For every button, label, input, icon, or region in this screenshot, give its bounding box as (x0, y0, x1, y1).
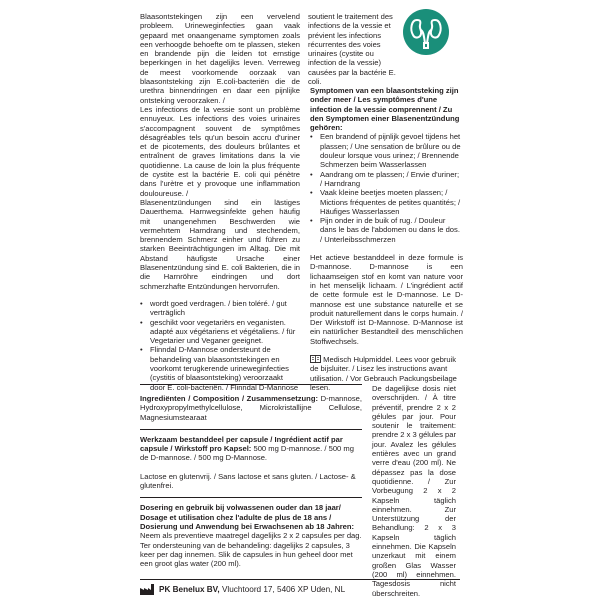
benefit-continuation: soutient le traitement des infections de la vessie et prévient les infections récurrentes des voies urinaires (cystite ou infection de la vessie) causées par la bactérie E. coli. (308, 12, 396, 87)
symptoms-heading: Symptomen van een blaasontsteking zijn onder meer / Les symptômes d'une infection de la vessie comprennent / Zu den Symptomen einer Blasenentzündung gehören: (310, 86, 460, 133)
column-left (140, 12, 300, 392)
benefit-item: • Flinndal D-Mannose ondersteunt de behandeling van blaasontstekingen en voorkomt terugkerende urineweginfecties (cystitis of blaasontsteking) veroorzaakt door E. coli-bacteriën. / Flinndal D-Mannose (140, 345, 300, 391)
active-ingredient-text: Het actieve bestanddeel in deze formule is D-mannose. D-mannose is een lichaamseigen stof en komt van nature voor in het menselijk lichaam. / L'ingrédient actif de cette formule est le D-mannose. Le D-mannose est une substance naturelle et se produit naturellement dans le corps humain. / Der Wirkstoff ist D-Mannose. D-Mannose ist ein natürlicher Bestandteil des menschlichen Stoffwechsels. (310, 253, 463, 346)
divider (140, 429, 362, 430)
column-right (310, 86, 463, 392)
symptom-item: • Een brandend of pijnlijk gevoel tijdens het plassen; / Une sensation de brûlure ou de douleur lorsque vous urinez; / Brennende Schmerzen beim Wasserlassen (310, 132, 463, 169)
lactose-gluten-free: Lactose en glutenvrij. / Sans lactose et sans gluten. / Lactose- & glutenfrei. (140, 471, 356, 491)
ingredients-block (140, 394, 362, 422)
dosage-text: Neem als preventieve maatregel dagelijks 2 x 2 capsules per dag. Ter ondersteuning van de behandeling: dagelijks 2 capsules, 3 keer per dag innemen. Slik de capsules in hun geheel door met een groot glas water (200 ml). (140, 531, 362, 569)
company-name: PK Benelux BV, (159, 585, 220, 594)
benefits-list (140, 299, 300, 392)
dosage-continued-section (372, 384, 456, 598)
composition-section (140, 384, 362, 581)
intro-dutch: Blaasontstekingen zijn een vervelend probleem. Urineweginfecties gaan vaak gepaard met onaangename symptomen zoals een verhoogde behoefte om te plassen, steken en brandende pijn die leiden tot ernstige beperkingen in het dagelijks leven. Verreweg de meest voorkomende oorzaak van blaasontsteking zijn E.coli-bacteriën die de urethra binnendringen en daar een pijnlijke ontsteking veroorzaken. / (140, 12, 300, 105)
symptom-item: • Pijn onder in de buik of rug. / Douleur dans le bas de l'abdomen ou dans le dos. / Unterleibsschmerzen (310, 216, 463, 244)
footer (140, 579, 460, 600)
active-per-capsule-text: 500 mg D-mannose. / 500 mg de D-mannose. / 500 mg D-Mannose. (140, 444, 354, 463)
intro-german: Blasenentzündungen sind ein lästiges Dauerthema. Harnwegsinfekte gehen häufig mit unangenehmen Beschwerden wie vermehrtem Harndrang und stechendem, brennendem Schmerz einher und führen zu starken Beeinträchtigungen im Alltag. Die mit Abstand häufigste Ursache einer Blasenentzündung sind E. coli Bakterien, die in die Harnröhre eindringen und dort schmerzhafte Entzündungen hervorrufen. (140, 197, 300, 291)
active-per-capsule-label: Werkzaam bestanddeel per capsule / Ingrédient actif par capsule / Wirkstoff pro Kapsel: (140, 434, 343, 454)
instructions-book-icon (310, 355, 321, 363)
active-per-capsule-block (140, 435, 362, 463)
symptom-item: • Aandrang om te plassen; / Envie d'uriner; / Harndrang (310, 170, 463, 189)
dosage-label: Dosering en gebruik bij volwassenen ouder dan 18 jaar/ Dosage et utilisation chez l'adulte de plus de 18 ans / Dosierung und Anwendung bei Erwachsenen ab 18 Jahren: (140, 503, 355, 531)
manufacturer-address (159, 585, 345, 594)
intro-french: Les infections de la vessie sont un problème ennuyeux. Les infections des voies urinaires s'accompagnent souvent de symptômes désagréables tels qu'un besoin accru d'uriner et de picotements, des douleurs brûlantes et entraînent de graves limitations dans la vie quotidienne. La cause de loin la plus fréquente de cystite est la bactérie E. coli qui pénètre dans l'urètre et y provoque une inflammation douloureuse. / (140, 104, 300, 198)
divider (140, 497, 362, 498)
company-address: Vluchtoord 17, 5406 XP Uden, NL (221, 585, 346, 594)
symptoms-list (310, 132, 463, 244)
kidney-logo-icon (402, 8, 450, 56)
benefit-item: • geschikt voor vegetariërs en veganisten. adapté aux végétariens et végétaliens. / für Vegetarier und Veganer geeignet. (140, 318, 300, 346)
dosage-continued: De dagelijkse dosis niet overschrijden. / À titre préventif, prendre 2 x 2 gélules par jour. Pour soutenir le traitement: prendre 2 x 3 gélules par jour. Avalez les gélules entières avec un grand verre d'eau (200 ml). Ne dépassez pas la dose quotidienne. / Zur Vorbeugung 2 x 2 Kapseln täglich einnehmen. Zur Unterstützung der Behandlung: 2 x 3 Kapseln täglich einnehmen. Die Kapseln unzerkaut mit einem großen Glas Wasser (200 ml) einnehmen. Tagesdosis nicht überschreiten. (372, 384, 457, 598)
ingredients-label: Ingrediënten / Composition / Zusammensetzung: (140, 394, 318, 403)
dosage-block (140, 503, 362, 568)
medical-device-text: Medisch Hulpmiddel. Lees voor gebruik de bijsluiter. / Lisez les instructions avant utilisation. / Vor Gebrauch Packungsbeilage lesen. (310, 355, 457, 392)
symptom-item: • Vaak kleine beetjes moeten plassen; / Mictions fréquentes de petites quantités; / Häufiges Wasserlassen (310, 188, 463, 216)
benefit-item: • wordt goed verdragen. / bien toléré. / gut verträglich (140, 299, 300, 318)
manufacturer-icon (140, 584, 154, 595)
ingredients-text: D-mannose, Hydroxypropylmethylcellulose, Microkristallijne Cellulose, Magnesiumstearaat (140, 394, 362, 422)
